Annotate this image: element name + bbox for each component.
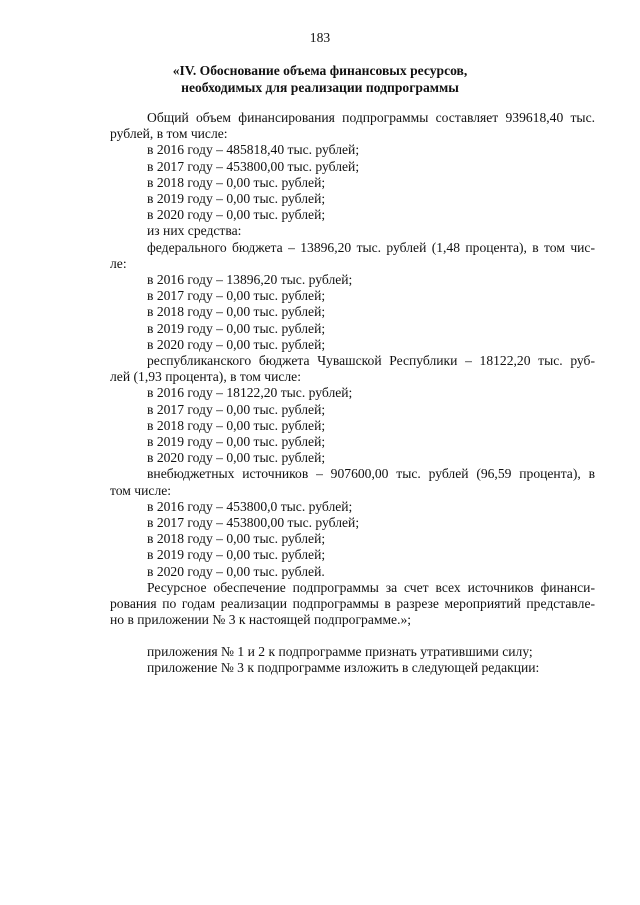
year-line: в 2018 году – 0,00 тыс. рублей; — [147, 304, 326, 320]
paragraph-line: лей (1,93 процента), в том числе: — [110, 369, 301, 385]
paragraph-line: но в приложении № 3 к настоящей подпрограмме.»; — [110, 612, 412, 628]
paragraph-line: приложения № 1 и 2 к подпрограмме признать утратившими силу; — [147, 643, 533, 659]
year-line: в 2017 году – 453800,00 тыс. рублей; — [147, 158, 360, 174]
paragraph-line: ле: — [110, 255, 127, 271]
year-line: в 2020 году – 0,00 тыс. рублей; — [147, 450, 326, 466]
year-line: в 2016 году – 485818,40 тыс. рублей; — [147, 142, 360, 158]
paragraph-line: Ресурсное обеспечение подпрограммы за счет всех источников финанси- — [147, 579, 595, 595]
document-body — [110, 110, 595, 676]
year-line: в 2018 году – 0,00 тыс. рублей; — [147, 174, 326, 190]
paragraph-line: внебюджетных источников – 907600,00 тыс. рублей (96,59 процента), в — [147, 466, 595, 482]
year-line: в 2018 году – 0,00 тыс. рублей; — [147, 417, 326, 433]
year-line: в 2018 году – 0,00 тыс. рублей; — [147, 531, 326, 547]
year-line: в 2016 году – 453800,0 тыс. рублей; — [147, 498, 353, 514]
year-line: в 2019 году – 0,00 тыс. рублей; — [147, 191, 326, 207]
section-heading — [110, 63, 530, 96]
heading-line-1: «IV. Обоснование объема финансовых ресурсов, — [172, 63, 468, 78]
paragraph-line: приложение № 3 к подпрограмме изложить в следующей редакции: — [147, 659, 540, 675]
paragraph-line: рования по годам реализации подпрограммы в разрезе мероприятий представле- — [110, 596, 595, 612]
paragraph-line: том числе: — [110, 482, 172, 498]
paragraph-line: республиканского бюджета Чувашской Республики – 18122,20 тыс. руб- — [147, 353, 595, 369]
heading-line-2: необходимых для реализации подпрограммы — [181, 79, 459, 95]
page-number: 183 — [309, 30, 331, 45]
year-line: в 2017 году – 0,00 тыс. рублей; — [147, 401, 326, 417]
paragraph-line: федерального бюджета – 13896,20 тыс. рублей (1,48 процента), в том чис- — [147, 239, 595, 255]
year-line: в 2020 году – 0,00 тыс. рублей; — [147, 207, 326, 223]
year-line: в 2019 году – 0,00 тыс. рублей; — [147, 547, 326, 563]
year-line: в 2016 году – 18122,20 тыс. рублей; — [147, 385, 353, 401]
year-line: в 2019 году – 0,00 тыс. рублей; — [147, 320, 326, 336]
paragraph-gap — [110, 629, 595, 644]
year-line: в 2017 году – 453800,00 тыс. рублей; — [147, 515, 360, 531]
year-line: в 2017 году – 0,00 тыс. рублей; — [147, 288, 326, 304]
paragraph-line: Общий объем финансирования подпрограммы составляет 939618,40 тыс. — [147, 110, 595, 125]
year-line: в 2020 году – 0,00 тыс. рублей; — [147, 336, 326, 352]
paragraph-line: из них средства: — [147, 223, 242, 239]
year-line: в 2020 году – 0,00 тыс. рублей. — [147, 563, 325, 579]
paragraph-line: рублей, в том числе: — [110, 126, 228, 142]
year-line: в 2019 году – 0,00 тыс. рублей; — [147, 434, 326, 450]
year-line: в 2016 году – 13896,20 тыс. рублей; — [147, 272, 353, 288]
